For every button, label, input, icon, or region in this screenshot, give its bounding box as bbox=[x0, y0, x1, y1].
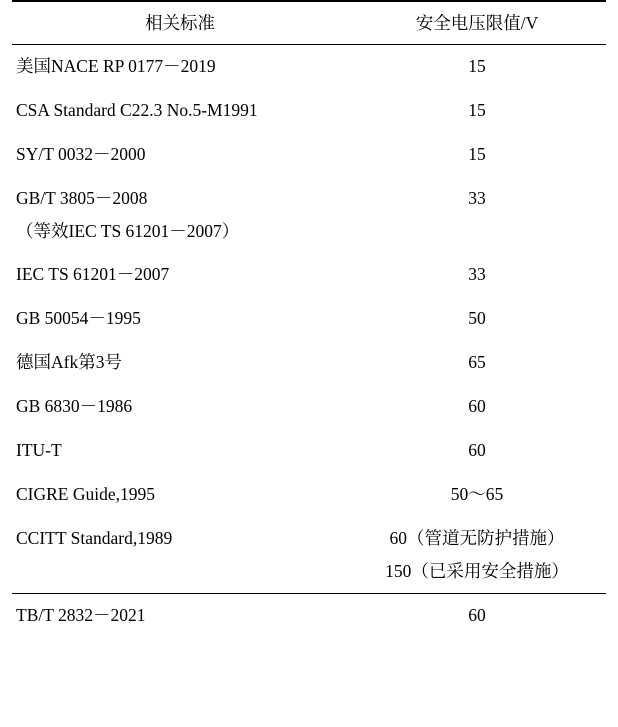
table-row bbox=[12, 89, 606, 133]
cell-standard: CCITT Standard,1989 bbox=[16, 527, 173, 548]
cell-standard: 德国Afk第3号 bbox=[16, 352, 122, 373]
table-row bbox=[12, 429, 606, 473]
cell-standard: 美国NACE RP 0177－2019 bbox=[16, 56, 216, 76]
cell-standard: TB/T 2832－2021 bbox=[16, 605, 146, 626]
table-header bbox=[12, 1, 606, 45]
cell-value: 33 bbox=[468, 264, 486, 285]
table-row bbox=[12, 385, 606, 429]
cell-standard: ITU-T bbox=[16, 439, 62, 460]
cell-value: 60 bbox=[468, 605, 486, 626]
cell-value-sub: 150（已采用安全措施） bbox=[385, 560, 569, 581]
table-row bbox=[12, 297, 606, 341]
header-row bbox=[12, 2, 606, 45]
cell-standard-sub bbox=[12, 561, 348, 594]
table-body bbox=[12, 45, 606, 639]
cell-standard: CIGRE Guide,1995 bbox=[16, 483, 156, 504]
cell-value: 15 bbox=[468, 56, 486, 76]
cell-value: 33 bbox=[468, 187, 486, 208]
cell-standard: IEC TS 61201－2007 bbox=[16, 264, 170, 285]
table-row bbox=[12, 253, 606, 297]
cell-standard: SY/T 0032－2000 bbox=[16, 143, 146, 164]
cell-standard: GB/T 3805－2008 bbox=[16, 187, 148, 208]
safety-voltage-limits-table bbox=[12, 0, 606, 638]
cell-value: 50～65 bbox=[450, 483, 504, 504]
table-row bbox=[12, 473, 606, 517]
cell-standard: GB 6830－1986 bbox=[16, 396, 133, 416]
table-row-continuation bbox=[12, 221, 606, 254]
cell-standard-sub: （等效IEC TS 61201－2007） bbox=[16, 220, 240, 241]
cell-value: 60 bbox=[468, 439, 486, 460]
cell-value: 15 bbox=[468, 99, 486, 120]
cell-value: 50 bbox=[468, 308, 486, 329]
cell-value: 60（管道无防护措施） bbox=[389, 527, 565, 548]
cell-value-sub bbox=[348, 221, 606, 254]
cell-value: 15 bbox=[468, 143, 486, 164]
cell-standard: GB 50054－1995 bbox=[16, 308, 141, 329]
header-standard: 相关标准 bbox=[12, 2, 348, 45]
table-row bbox=[12, 594, 606, 638]
table-row bbox=[12, 133, 606, 177]
cell-standard: CSA Standard C22.3 No.5-M1991 bbox=[16, 99, 258, 120]
table-row bbox=[12, 45, 606, 89]
table-row bbox=[12, 177, 606, 221]
cell-value: 60 bbox=[468, 396, 486, 416]
cell-value: 65 bbox=[468, 352, 486, 373]
header-limit: 安全电压限值/V bbox=[348, 2, 606, 45]
table-row bbox=[12, 341, 606, 385]
table-row bbox=[12, 517, 606, 561]
table-row-continuation bbox=[12, 561, 606, 594]
